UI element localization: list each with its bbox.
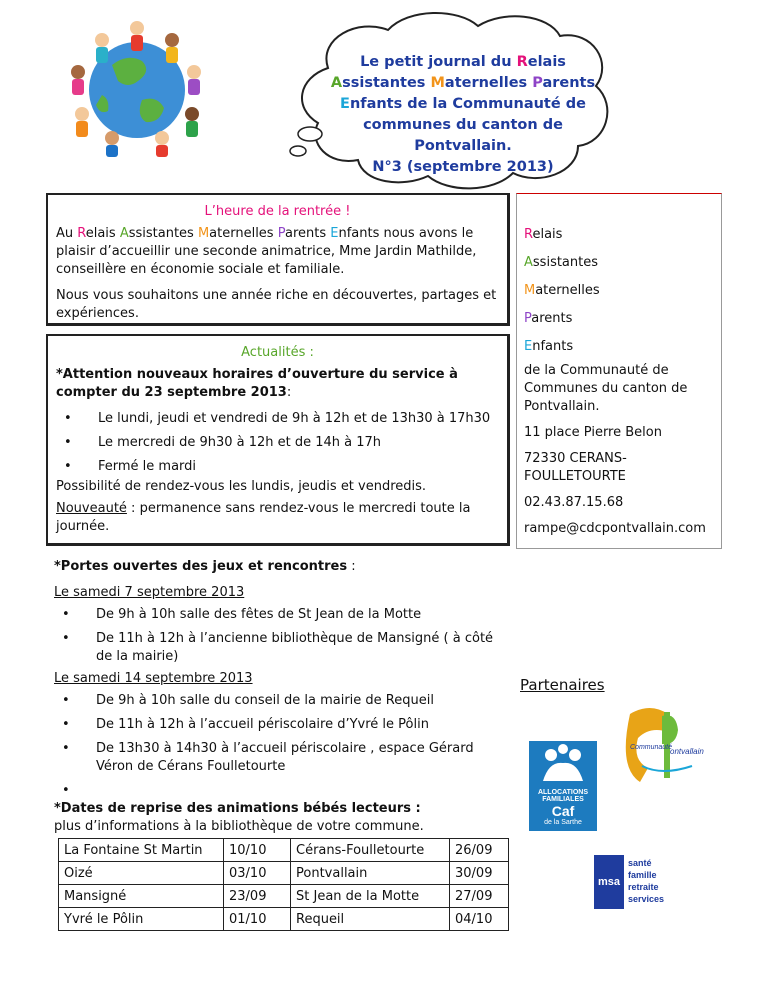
portes-list-1 [54,606,504,666]
community-name: de la Communauté de Communes du canton de Pontvallain. [524,363,688,414]
newsletter-title: Le petit journal du Relais Assistantes Maternelles Parents Enfants de la Communauté de communes du canton de Pontvallain. N°3 (septembre 2013) [330,54,596,175]
phone-number: 02.43.87.15.68 [524,495,624,510]
rentree-section [46,193,510,326]
msa-line-1: santé [628,858,652,868]
list-item: • Le lundi, jeudi et vendredi de 9h à 12h et de 13h30 à 17h30 [56,410,499,428]
actualites-title: Actualités : [241,345,314,360]
msa-logo [594,855,678,909]
portes-date-2: Le samedi 14 septembre 2013 [54,671,253,686]
table-row: Oizé 03/10 Pontvallain 30/09 [59,862,509,885]
acronym-maternelles: Maternelles [524,283,600,298]
list-item: • De 9h à 10h salle du conseil de la mairie de Requeil [54,692,504,710]
caf-line-3: Caf [551,803,575,819]
list-item: • De 13h30 à 14h30 à l’accueil périscolaire , espace Gérard Véron de Cérans Foulletourte [54,740,504,776]
list-item: • De 9h à 10h salle des fêtes de St Jean de la Motte [54,606,504,624]
cdc-logo-text-2: ontvallain [670,747,704,756]
caf-line-4: de la Sarthe [544,819,582,826]
caf-line-1: ALLOCATIONS [537,789,589,796]
rentree-wishes: Nous vous souhaitons une année riche en découvertes, partages et expériences. [56,288,497,321]
table-row: La Fontaine St Martin 10/10 Cérans-Foulletourte 26/09 [59,839,509,862]
actualites-section [46,334,510,546]
table-row: Mansigné 23/09 St Jean de la Motte 27/09 [59,885,509,908]
children-globe-illustration [62,10,212,160]
caf-logo [529,741,597,831]
contact-sidebar [516,193,722,549]
portes-date-1: Le samedi 7 septembre 2013 [54,585,245,600]
rdv-text: Possibilité de rendez-vous les lundis, jeudis et vendredis. [56,479,427,494]
list-item-empty [54,782,504,800]
nouveaute-text: Nouveauté : permanence sans rendez-vous le mercredi toute la journée. [56,501,471,534]
partners-title: Partenaires [520,676,605,694]
acronym-relais: Relais [524,227,563,242]
address-line-1: 11 place Pierre Belon [524,425,662,440]
portes-ouvertes-section [54,558,504,836]
list-item: • De 11h à 12h à l’accueil périscolaire d’Yvré le Pôlin [54,716,504,734]
list-item: • Le mercredi de 9h30 à 12h et de 14h à 17h [56,434,499,452]
acronym-assistantes: Assistantes [524,255,599,270]
msa-line-4: services [628,894,665,904]
email-link[interactable]: rampe@cdcpontvallain.com [524,521,706,536]
portes-list-2 [54,692,504,800]
bebes-lecteurs-table [58,838,509,931]
horaires-title: *Attention nouveaux horaires d’ouverture du service à compter du 23 septembre 2013: [56,367,458,400]
portes-title: *Portes ouvertes des jeux et rencontres : [54,559,356,574]
acronym-parents: Parents [524,311,573,326]
rentree-title: L’heure de la rentrée ! [204,204,351,219]
caf-line-2: FAMILIALES [542,796,584,803]
caf-family-icon [529,741,597,785]
list-item: • Fermé le mardi [56,458,499,476]
list-item: • De 11h à 12h à l’ancienne bibliothèque de Mansigné ( à côté de la mairie) [54,630,504,666]
table-row: Yvré le Pôlin 01/10 Requeil 04/10 [59,908,509,931]
msa-line-2: famille [628,870,657,880]
rentree-paragraph: Au Relais Assistantes Maternelles Parents Enfants nous avons le plaisir d’accueillir une seconde animatrice, Mme Jardin Mathilde, conseillère en économie sociale et familiale. [56,226,477,277]
acronym-enfants: Enfants [524,339,574,354]
address-line-2: 72330 CERANS-FOULLETOURTE [524,451,627,484]
bebes-subtitle: plus d’informations à la bibliothèque de votre commune. [54,819,424,834]
msa-logo-mark: msa [594,855,624,909]
msa-line-3: retraite [628,882,659,892]
horaires-list [56,410,499,476]
cdc-logo-text-1: Communauté [630,744,673,751]
bebes-title: *Dates de reprise des animations bébés lecteurs : [54,801,421,816]
cdc-pontvallain-logo [622,704,704,784]
